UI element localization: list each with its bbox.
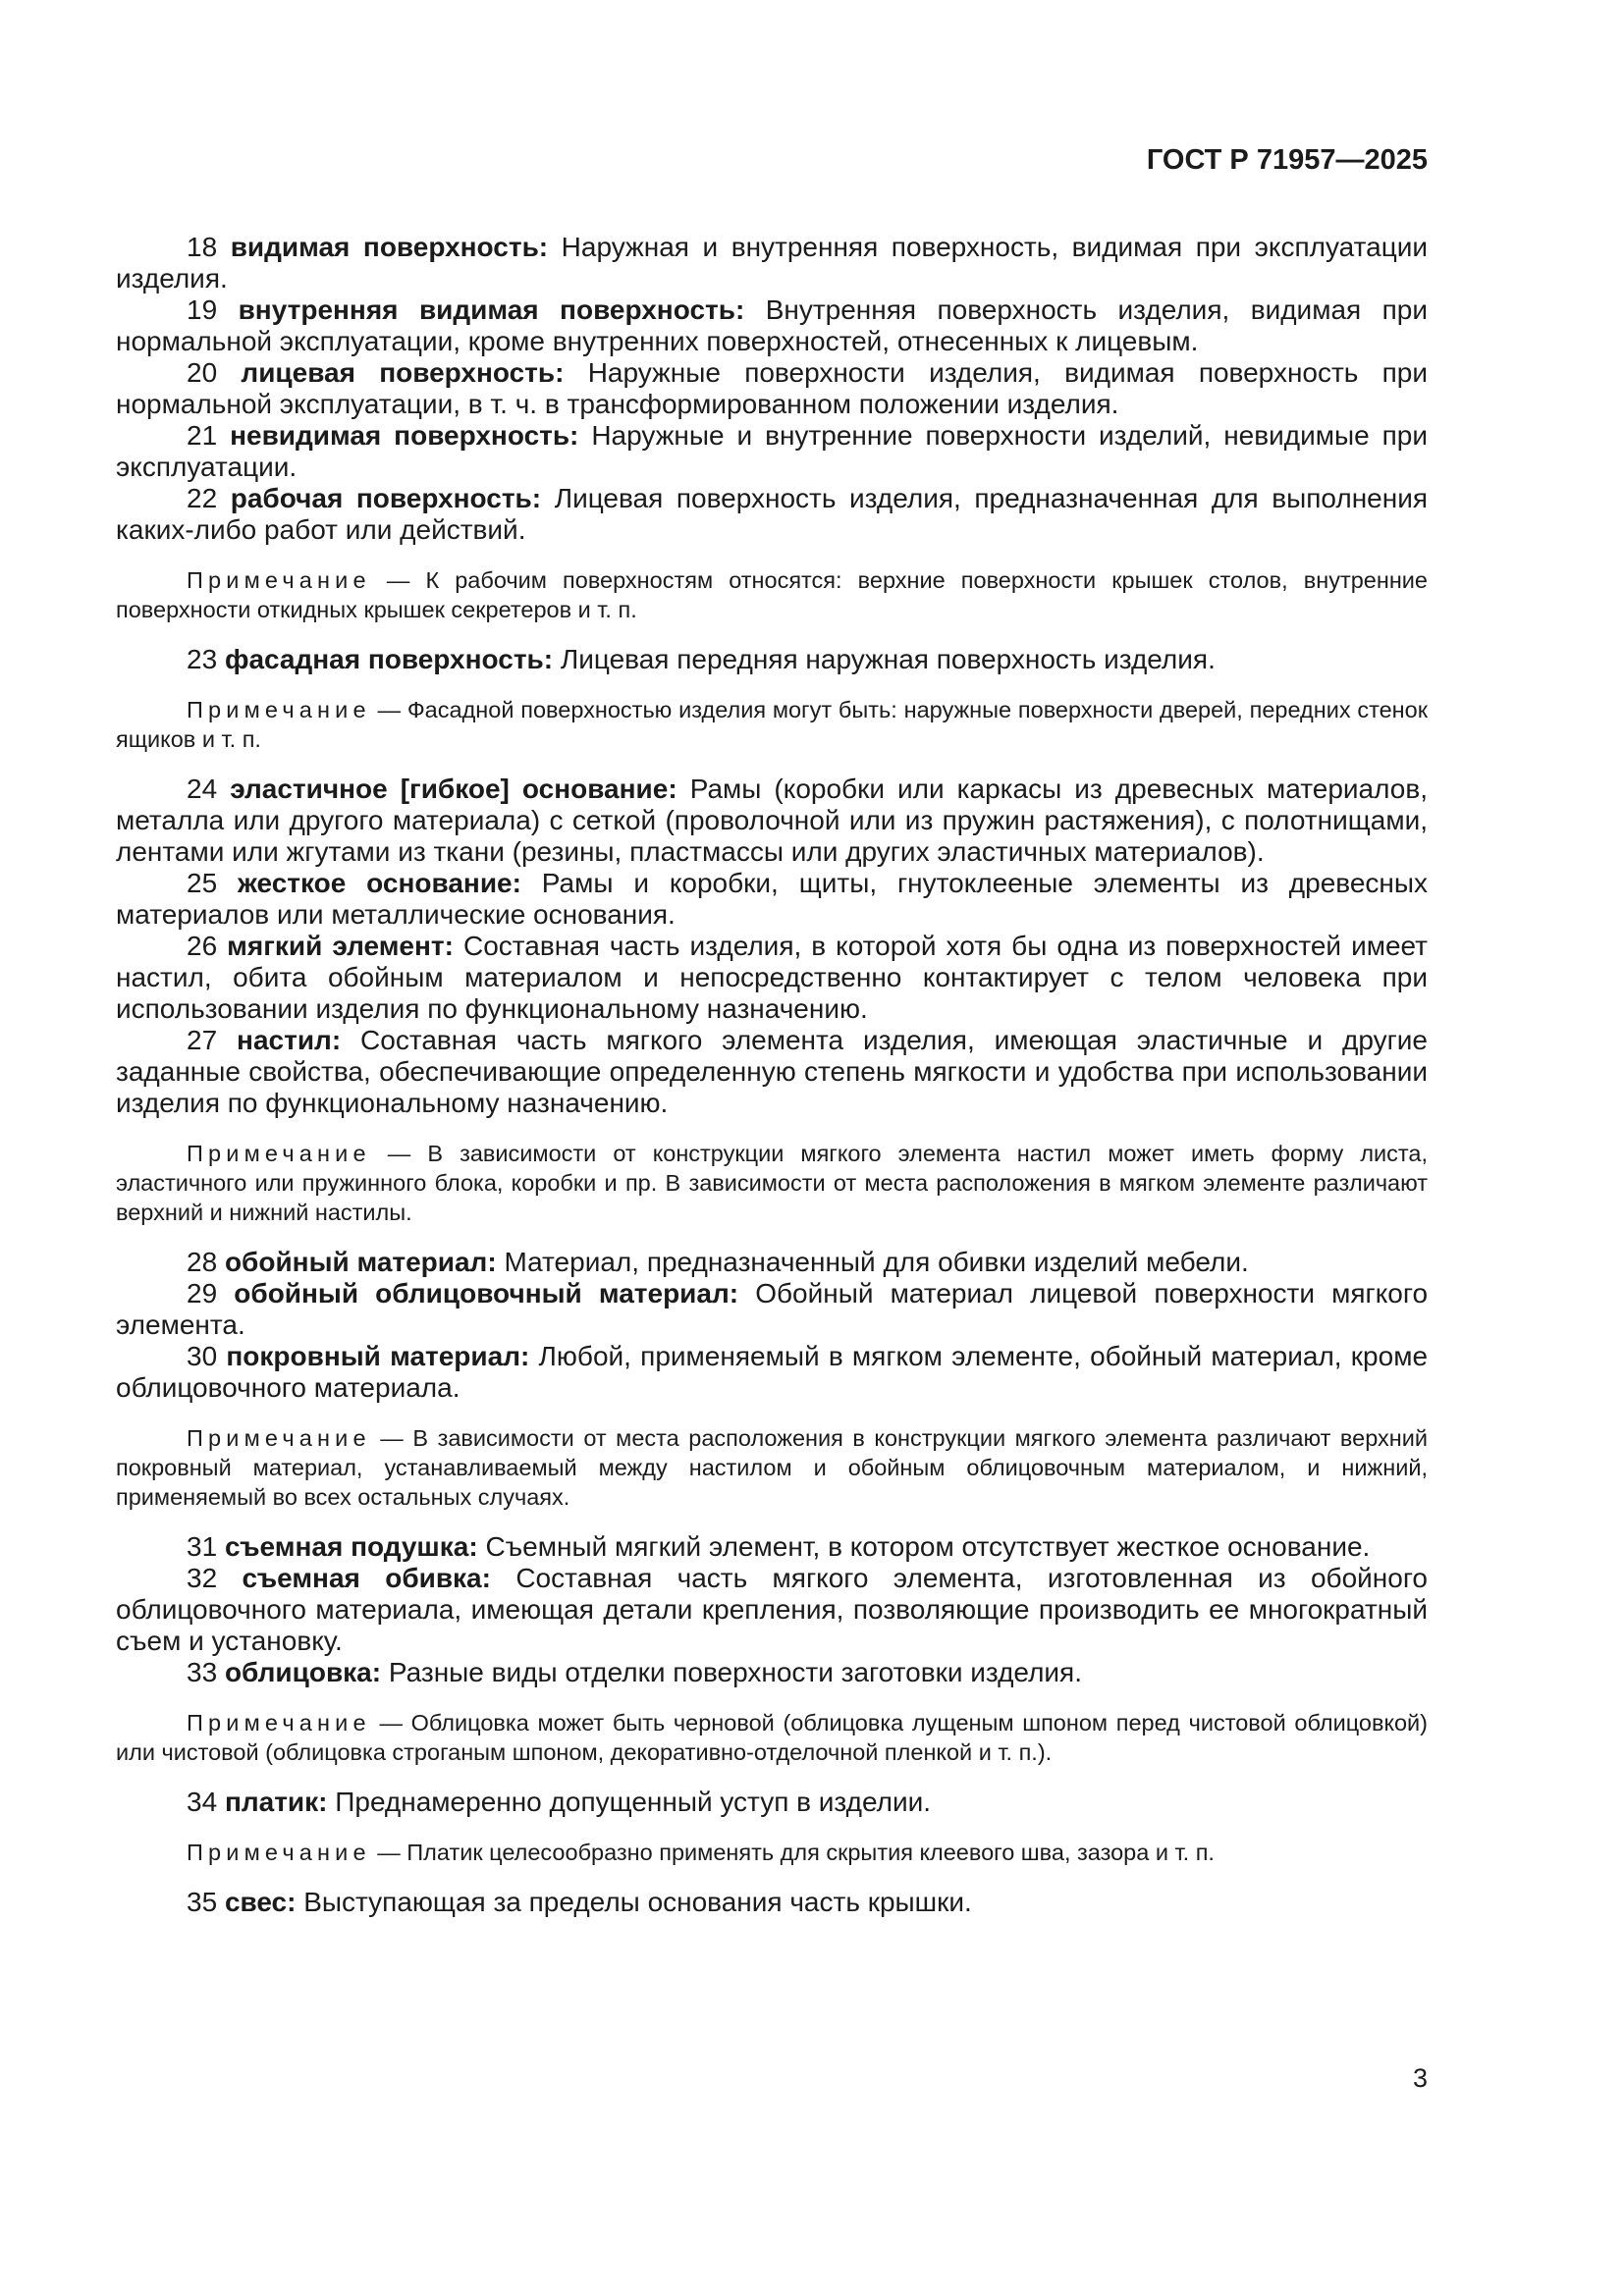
term-name: эластичное [гибкое] основание: [230, 774, 677, 804]
term-number: 19 [187, 294, 218, 325]
term-name: лицевая поверхность: [241, 357, 565, 388]
term-definition [116, 774, 1428, 868]
terms-list [116, 232, 1428, 1918]
term-name: платик: [224, 1787, 328, 1817]
term-text: Составная часть изделия, в которой хотя бы одна из поверхностей имеет настил, обита обойным материалом и непосредственно контактирует с телом человека при использовании изделия по функциональному назначению. [116, 931, 1428, 1024]
term-number: 30 [187, 1341, 218, 1371]
term-definition [116, 232, 1428, 294]
term-text: Обойный материал лицевой поверхности мягкого элемента. [116, 1278, 1429, 1340]
term-text: Наружные поверхности изделия, видимая поверхность при нормальной эксплуатации, в т. ч. в трансформированном положении изделия. [116, 357, 1429, 419]
term-number: 29 [187, 1278, 218, 1308]
note-label: Примечание [187, 1425, 371, 1451]
term-name: свес: [224, 1887, 297, 1917]
term-name: облицовка: [224, 1657, 382, 1687]
term-number: 33 [187, 1657, 218, 1687]
term-definition [116, 931, 1428, 1025]
term-definition [116, 483, 1428, 546]
term-name: настил: [237, 1025, 342, 1055]
document-header [116, 144, 1428, 176]
term-name: обойный материал: [224, 1247, 497, 1277]
note-text: — В зависимости от конструкции мягкого элемента настил может иметь форму листа, эластичного или пружинного блока, коробки и пр. В зависимости от места расположения в мягком элементе различают верхний и нижний настилы. [116, 1141, 1428, 1225]
term-name: внутренняя видимая поверхность: [238, 294, 745, 325]
term-name: фасадная поверхность: [224, 644, 554, 674]
term-definition [116, 1887, 1428, 1918]
term-number: 31 [187, 1531, 218, 1562]
term-definition [116, 1657, 1428, 1688]
term-definition [116, 1278, 1428, 1341]
term-text: Составная часть мягкого элемента, изготовленная из обойного облицовочного материала, имеющая детали крепления, позволяющие производить ее многократный съем и установку. [116, 1563, 1429, 1656]
term-number: 23 [187, 644, 218, 674]
note-label: Примечание [187, 1141, 371, 1166]
term-text: Лицевая передняя наружная поверхность изделия. [560, 644, 1216, 674]
term-name: невидимая поверхность: [230, 420, 579, 451]
term-text: Рамы (коробки или каркасы из древесных материалов, металла или другого материала) с сеткой (проволочной или из пружин растяжения), с полотнищами, лентами или жгутами из ткани (резины, пластмассы или других эластичных материалов). [116, 774, 1428, 867]
note [116, 1139, 1428, 1227]
term-text: Составная часть мягкого элемента изделия, имеющая эластичные и другие заданные свойства, обеспечивающие определенную степень мягкости и удобства при использовании изделия по функциональному назначению. [116, 1025, 1428, 1118]
term-text: Наружная и внутренняя поверхность, видимая при эксплуатации изделия. [116, 232, 1429, 294]
term-definition [116, 1563, 1428, 1657]
term-text: Рамы и коробки, щиты, гнутоклееные элементы из древесных материалов или металлические основания. [116, 868, 1428, 930]
term-text: Выступающая за пределы основания часть крышки. [303, 1887, 972, 1917]
term-name: мягкий элемент: [227, 931, 454, 961]
term-number: 34 [187, 1787, 218, 1817]
term-text: Любой, применяемый в мягком элементе, обойный материал, кроме облицовочного материала. [116, 1341, 1429, 1403]
note [116, 1708, 1428, 1767]
term-name: видимая поверхность: [230, 232, 549, 262]
term-number: 27 [187, 1025, 218, 1055]
term-number: 35 [187, 1887, 218, 1917]
term-number: 22 [187, 483, 218, 513]
term-text: Преднамеренно допущенный уступ в изделии. [335, 1787, 932, 1817]
term-text: Съемный мягкий элемент, в котором отсутствует жесткое основание. [485, 1531, 1371, 1562]
term-definition [116, 1531, 1428, 1563]
term-text: Наружные и внутренние поверхности изделий, невидимые при эксплуатации. [116, 420, 1428, 482]
term-number: 21 [187, 420, 218, 451]
term-definition [116, 420, 1428, 483]
term-definition [116, 1341, 1428, 1404]
term-number: 18 [187, 232, 218, 262]
term-name: съемная обивка: [242, 1563, 491, 1593]
term-number: 26 [187, 931, 218, 961]
note [116, 1838, 1428, 1867]
term-definition [116, 357, 1428, 420]
note-text: — К рабочим поверхностям относятся: верхние поверхности крышек столов, внутренние поверхности откидных крышек секретеров и т. п. [116, 567, 1428, 622]
term-number: 32 [187, 1563, 218, 1593]
term-text: Материал, предназначенный для обивки изделий мебели. [504, 1247, 1249, 1277]
note [116, 695, 1428, 754]
term-definition [116, 868, 1428, 931]
note-label: Примечание [187, 1710, 371, 1735]
term-text: Внутренняя поверхность изделия, видимая при нормальной эксплуатации, кроме внутренних поверхностей, отнесенных к лицевым. [116, 294, 1428, 356]
standard-designation: ГОСТ Р 71957—2025 [1146, 144, 1428, 176]
term-number: 20 [187, 357, 218, 388]
term-number: 25 [187, 868, 218, 898]
document-footer [116, 2062, 1428, 2094]
term-name: покровный материал: [226, 1341, 530, 1371]
term-definition [116, 1787, 1428, 1818]
term-definition [116, 1025, 1428, 1119]
term-number: 24 [187, 774, 218, 804]
note-text: — Платик целесообразно применять для скрытия клеевого шва, зазора и т. п. [377, 1840, 1215, 1865]
note-label: Примечание [187, 1840, 371, 1865]
note [116, 565, 1428, 624]
note-text: — В зависимости от места расположения в конструкции мягкого элемента различают верхний покровный материал, устанавливаемый между настилом и обойным облицовочным материалом, и нижний, применяемый во всех остальных случаях. [116, 1425, 1428, 1510]
term-name: рабочая поверхность: [230, 483, 542, 513]
note-label: Примечание [187, 697, 371, 722]
term-name: съемная подушка: [224, 1531, 478, 1562]
term-name: жесткое основание: [238, 868, 521, 898]
term-number: 28 [187, 1247, 218, 1277]
note [116, 1423, 1428, 1512]
term-text: Лицевая поверхность изделия, предназначенная для выполнения каких-либо работ или действий. [116, 483, 1429, 545]
note-label: Примечание [187, 567, 371, 593]
note-text: — Фасадной поверхностью изделия могут быть: наружные поверхности дверей, передних стенок ящиков и т. п. [116, 697, 1429, 752]
term-name: обойный облицовочный материал: [234, 1278, 739, 1308]
term-definition [116, 1247, 1428, 1278]
page-number: 3 [1412, 2063, 1428, 2093]
term-definition [116, 294, 1428, 357]
term-text: Разные виды отделки поверхности заготовки изделия. [388, 1657, 1082, 1687]
term-definition [116, 644, 1428, 675]
note-text: — Облицовка может быть черновой (облицовка лущеным шпоном перед чистовой облицовкой) или чистовой (облицовка строганым шпоном, декоративно-отделочной пленкой и т. п.). [116, 1710, 1429, 1765]
